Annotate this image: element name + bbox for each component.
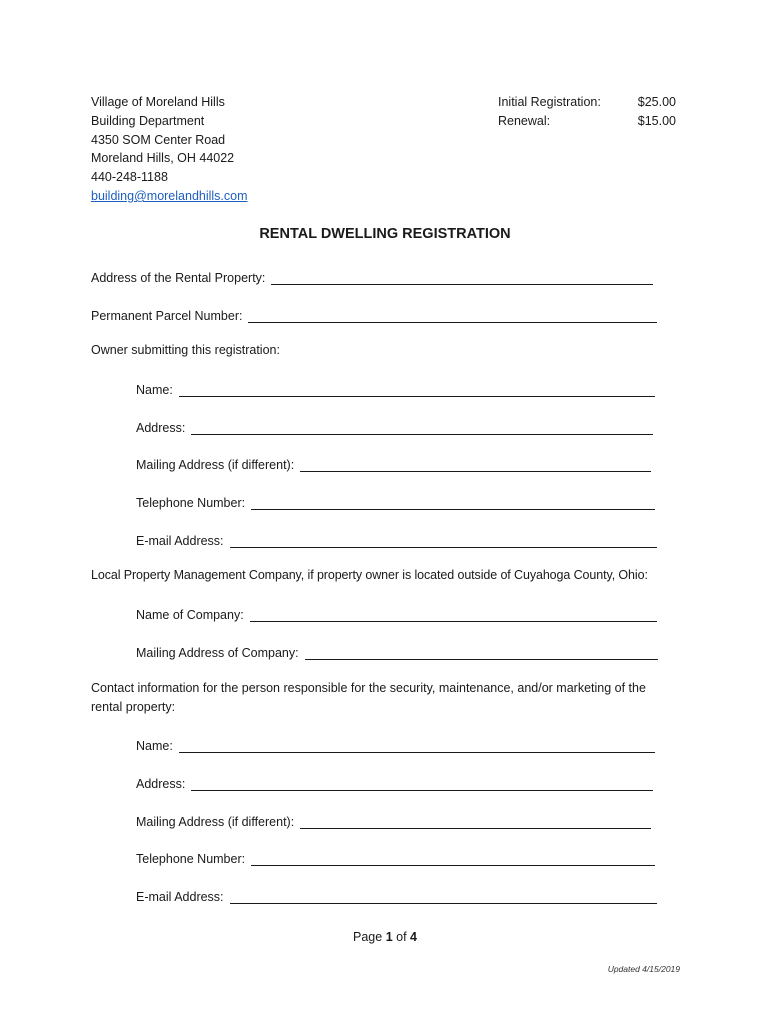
- field-label: Name:: [136, 739, 173, 753]
- owner-mailing-address-field[interactable]: [136, 454, 651, 472]
- fill-line[interactable]: [191, 421, 653, 435]
- street-address: 4350 SOM Center Road: [91, 132, 226, 147]
- owner-heading: Owner submitting this registration:: [91, 343, 280, 357]
- org-name: Village of Moreland Hills: [91, 95, 225, 109]
- fill-line[interactable]: [300, 815, 651, 829]
- field-label: E-mail Address:: [136, 890, 224, 904]
- field-label: Mailing Address (if different):: [136, 815, 295, 829]
- owner-telephone-field[interactable]: [136, 492, 655, 510]
- field-label: Name of Company:: [136, 608, 244, 622]
- owner-name-field[interactable]: [136, 379, 655, 397]
- field-label: Telephone Number:: [136, 496, 246, 510]
- field-label: Address of the Rental Property:: [91, 271, 266, 285]
- fill-line[interactable]: [251, 852, 655, 866]
- of-word: of: [396, 930, 407, 944]
- fill-line[interactable]: [230, 534, 657, 548]
- parcel-number-field[interactable]: [91, 305, 657, 323]
- phone-number: 440-248-1188: [91, 170, 168, 185]
- fill-line[interactable]: [305, 646, 658, 660]
- fill-line[interactable]: [230, 890, 657, 904]
- field-label: Mailing Address of Company:: [136, 646, 299, 660]
- fee-schedule: [498, 93, 676, 131]
- fill-line[interactable]: [179, 383, 655, 397]
- field-label: Permanent Parcel Number:: [91, 309, 243, 323]
- field-label: Mailing Address (if different):: [136, 458, 295, 472]
- contact-email-field[interactable]: [136, 886, 657, 904]
- form-title: RENTAL DWELLING REGISTRATION: [259, 226, 511, 242]
- fee-label: Initial Registration:: [498, 95, 601, 109]
- fee-row: [498, 112, 676, 131]
- fee-row: [498, 93, 676, 112]
- fill-line[interactable]: [271, 271, 653, 285]
- owner-address-field[interactable]: [136, 417, 653, 435]
- fill-line[interactable]: [250, 608, 657, 622]
- fill-line[interactable]: [248, 309, 657, 323]
- department-name: Building Department: [91, 113, 205, 128]
- total-pages: 4: [410, 930, 417, 944]
- property-address-field[interactable]: [91, 267, 653, 285]
- fill-line[interactable]: [191, 777, 653, 791]
- contact-heading: Contact information for the person responsible for the security, maintenance, and/or marketing of the rental property:: [91, 681, 646, 714]
- page-number: [0, 930, 770, 944]
- current-page: 1: [385, 930, 393, 944]
- field-label: Address:: [136, 777, 186, 791]
- department-address-block: [91, 93, 248, 206]
- fill-line[interactable]: [300, 458, 651, 472]
- contact-address-field[interactable]: [136, 773, 653, 791]
- field-label: E-mail Address:: [136, 534, 224, 548]
- owner-email-field[interactable]: [136, 530, 657, 548]
- company-name-field[interactable]: [136, 604, 657, 622]
- contact-telephone-field[interactable]: [136, 848, 655, 866]
- fee-amount: $15.00: [637, 113, 676, 128]
- page-word: Page: [353, 930, 383, 944]
- company-mailing-address-field[interactable]: [136, 642, 658, 660]
- field-label: Address:: [136, 421, 186, 435]
- field-label: Name:: [136, 383, 173, 397]
- contact-name-field[interactable]: [136, 735, 655, 753]
- email-link[interactable]: building@morelandhills.com: [91, 188, 248, 203]
- fill-line[interactable]: [179, 739, 655, 753]
- fee-amount: $25.00: [637, 95, 676, 109]
- updated-date: Updated 4/15/2019: [607, 964, 680, 974]
- field-label: Telephone Number:: [136, 852, 246, 866]
- fill-line[interactable]: [251, 496, 655, 510]
- city-state-zip: Moreland Hills, OH 44022: [91, 151, 235, 166]
- management-heading: Local Property Management Company, if property owner is located outside of Cuyahoga County, Ohio:: [91, 568, 648, 582]
- contact-mailing-address-field[interactable]: [136, 811, 651, 829]
- fee-label: Renewal:: [498, 113, 551, 128]
